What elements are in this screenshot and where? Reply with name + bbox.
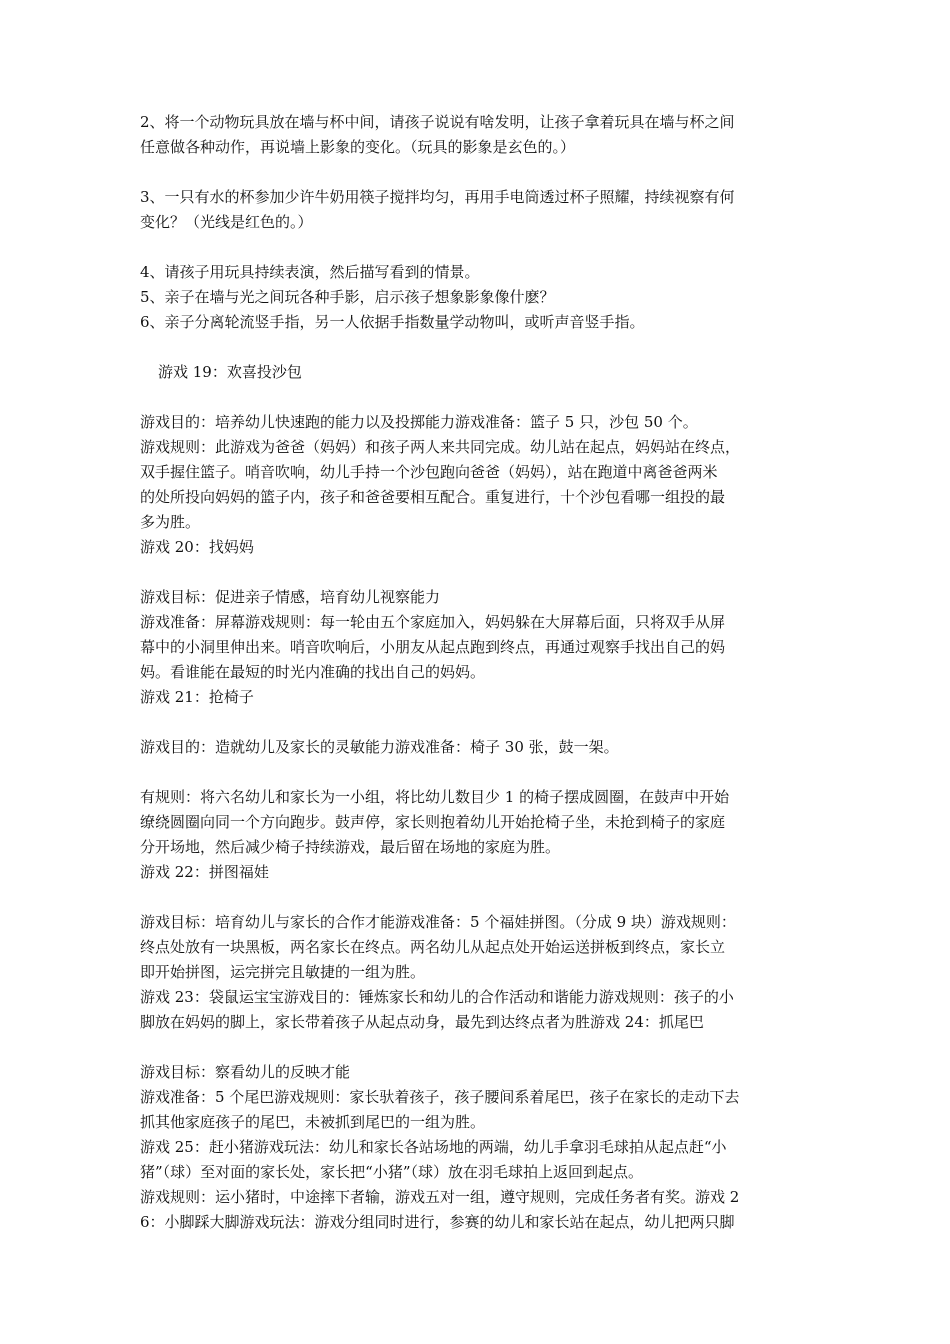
- text-line: 3、一只有水的杯参加少许牛奶用筷子搅拌均匀，再用手电筒透过杯子照耀，持续视察有何: [140, 188, 735, 206]
- blank-line: [140, 335, 820, 360]
- text-line: 游戏目的：培养幼儿快速跑的能力以及投掷能力游戏准备：篮子 5 只，沙包 50 个。: [140, 413, 698, 431]
- text-line: 抓其他家庭孩子的尾巴，未被抓到尾巴的一组为胜。: [140, 1113, 486, 1131]
- text-line: 游戏 23：袋鼠运宝宝游戏目的：锤炼家长和幼儿的合作活动和谐能力游戏规则：孩子的小: [140, 988, 734, 1006]
- section-heading: 游戏 20：找妈妈: [140, 538, 254, 556]
- text-line: 变化？（光线是红色的。）: [140, 213, 313, 231]
- document-body: [140, 110, 820, 1235]
- text-line: 游戏目标：培育幼儿与家长的合作才能游戏准备：5 个福娃拼图。（分成 9 块）游戏规则：: [140, 913, 736, 931]
- text-line: 有规则：将六名幼儿和家长为一小组，将比幼儿数目少 1 的椅子摆成圆圈，在鼓声中开始: [140, 788, 730, 806]
- text-line: 游戏准备：5 个尾巴游戏规则：家长驮着孩子，孩子腰间系着尾巴，孩子在家长的走动下去: [140, 1088, 740, 1106]
- text-line: 4、请孩子用玩具持续表演，然后描写看到的情景。: [140, 263, 480, 281]
- text-line: 即开始拼图，运完拼完且敏捷的一组为胜。: [140, 963, 426, 981]
- text-line: 游戏目的：造就幼儿及家长的灵敏能力游戏准备：椅子 30 张，鼓一架。: [140, 738, 619, 756]
- text-line: 游戏规则：此游戏为爸爸（妈妈）和孩子两人来共同完成。幼儿站在起点，妈妈站在终点，: [140, 438, 741, 456]
- text-line: 妈。看谁能在最短的时光内准确的找出自己的妈妈。: [140, 663, 486, 681]
- section-heading: 游戏 22：拼图福娃: [140, 863, 269, 881]
- text-line: 幕中的小洞里伸出来。哨音吹响后，小朋友从起点跑到终点，再通过观察手找出自己的妈: [140, 638, 726, 656]
- text-line: 脚放在妈妈的脚上，家长带着孩子从起点动身，最先到达终点者为胜游戏 24：抓尾巴: [140, 1013, 704, 1031]
- blank-line: [140, 385, 820, 410]
- text-line: 2、将一个动物玩具放在墙与杯中间，请孩子说说有啥发明，让孩子拿着玩具在墙与杯之间: [140, 113, 735, 131]
- blank-line: [140, 760, 820, 785]
- text-line: 终点处放有一块黑板，两名家长在终点。两名幼儿从起点处开始运送拼板到终点，家长立: [140, 938, 726, 956]
- text-line: 5、亲子在墙与光之间玩各种手影，启示孩子想象影象像什麽？: [140, 288, 555, 306]
- section-heading: 游戏 19：欢喜投沙包: [158, 363, 302, 381]
- section-heading: 游戏 21：抢椅子: [140, 688, 254, 706]
- blank-line: [140, 710, 820, 735]
- text-line: 缭绕圆圈向同一个方向跑步。鼓声停，家长则抱着幼儿开始抢椅子坐，未抢到椅子的家庭: [140, 813, 726, 831]
- blank-line: [140, 235, 820, 260]
- text-line: 猪”（球）至对面的家长处，家长把“小猪”（球）放在羽毛球拍上返回到起点。: [140, 1163, 644, 1181]
- text-line: 任意做各种动作，再说墙上影象的变化。（玩具的影象是玄色的。）: [140, 138, 576, 156]
- text-line: 游戏目标：察看幼儿的反映才能: [140, 1063, 351, 1081]
- blank-line: [140, 1035, 820, 1060]
- text-line: 游戏目标：促进亲子情感，培育幼儿视察能力: [140, 588, 441, 606]
- text-line: 分开场地，然后减少椅子持续游戏，最后留在场地的家庭为胜。: [140, 838, 561, 856]
- blank-line: [140, 160, 820, 185]
- text-line: 游戏准备：屏幕游戏规则：每一轮由五个家庭加入，妈妈躲在大屏幕后面，只将双手从屏: [140, 613, 726, 631]
- text-line: 的处所投向妈妈的篮子内，孩子和爸爸要相互配合。重复进行，十个沙包看哪一组投的最: [140, 488, 726, 506]
- blank-line: [140, 885, 820, 910]
- text-line: 游戏规则：运小猪时，中途摔下者输，游戏五对一组，遵守规则，完成任务者有奖。游戏 2: [140, 1188, 740, 1206]
- text-line: 双手握住篮子。哨音吹响，幼儿手持一个沙包跑向爸爸（妈妈），站在跑道中离爸爸两米: [140, 463, 718, 481]
- text-line: 6、亲子分离轮流竖手指，另一人依据手指数量学动物叫，或听声音竖手指。: [140, 313, 645, 331]
- text-line: 游戏 25：赶小猪游戏玩法：幼儿和家长各站场地的两端，幼儿手拿羽毛球拍从起点赶“小: [140, 1138, 727, 1156]
- text-line: 多为胜。: [140, 513, 201, 531]
- blank-line: [140, 560, 820, 585]
- text-line: 6：小脚踩大脚游戏玩法：游戏分组同时进行，参赛的幼儿和家长站在起点，幼儿把两只脚: [140, 1213, 735, 1231]
